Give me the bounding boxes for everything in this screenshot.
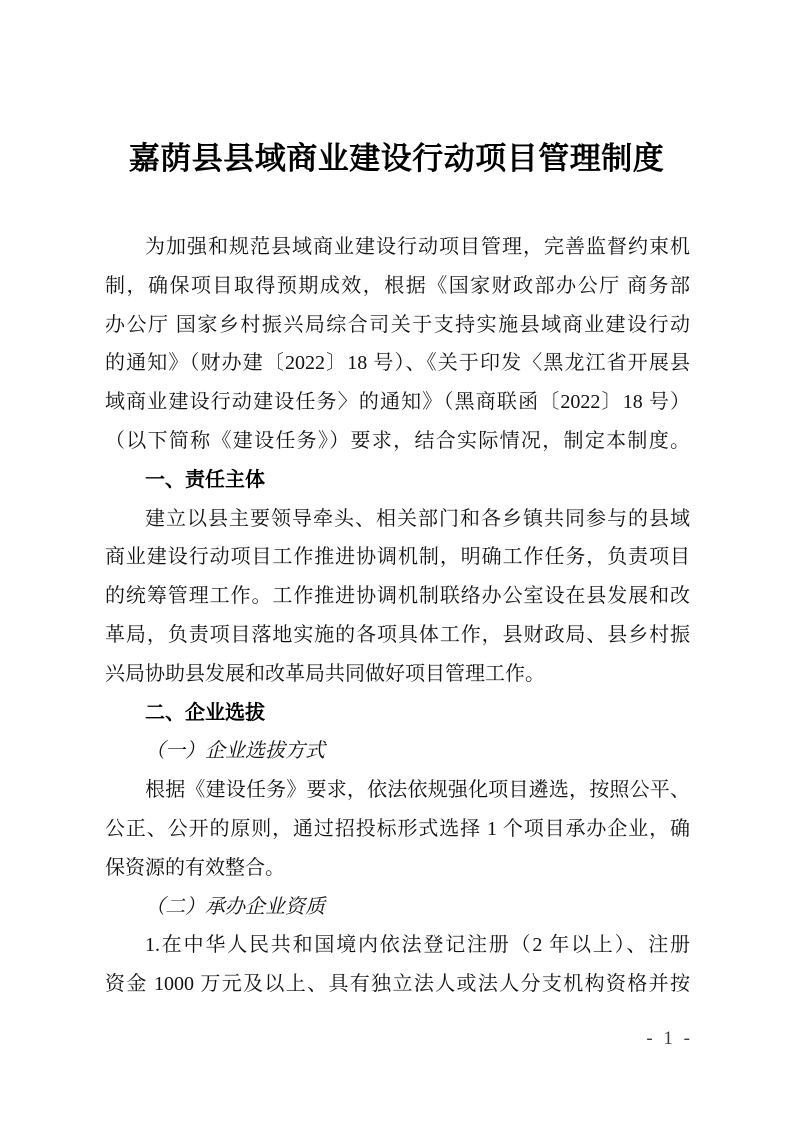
paragraph-line: 公正、公开的原则，通过招投标形式选择 1 个项目承办企业，确 [105, 817, 690, 840]
paragraph-line: 兴局协助县发展和改革局共同做好项目管理工作。 [105, 662, 545, 685]
paragraph-line: 根据《建设任务》要求，依法依规强化项目遴选，按照公平、 [145, 779, 690, 802]
page-number: - 1 - [646, 1028, 693, 1049]
paragraph-line: 资金 1000 万元及以上、具有独立法人或法人分支机构资格并按 [105, 973, 690, 996]
paragraph-line: 保资源的有效整合。 [105, 856, 285, 879]
paragraph-line: 办公厅 国家乡村振兴局综合司关于支持实施县域商业建设行动 [105, 313, 690, 336]
paragraph-line: 商业建设行动项目工作推进协调机制，明确工作任务，负责项目 [105, 546, 690, 569]
document-body [105, 228, 690, 1004]
paragraph-line: 革局，负责项目落地实施的各项具体工作，县财政局、县乡村振 [105, 623, 690, 646]
paragraph-line: 1.在中华人民共和国境内依法登记注册（2 年以上）、注册 [145, 934, 690, 957]
paragraph-line: 建立以县主要领导牵头、相关部门和各乡镇共同参与的县域 [145, 507, 690, 530]
subsection-heading-selection-method: （一）企业选拔方式 [145, 740, 325, 763]
paragraph-line: 域商业建设行动建设任务〉的通知》（黑商联函〔2022〕18 号） [105, 391, 690, 414]
document-title: 嘉荫县县域商业建设行动项目管理制度 [128, 141, 665, 176]
paragraph-line: 制，确保项目取得预期成效，根据《国家财政部办公厅 商务部 [105, 274, 690, 297]
paragraph-line: 的统筹管理工作。工作推进协调机制联络办公室设在县发展和改 [105, 585, 690, 608]
paragraph-line: 的通知》（财办建〔2022〕18 号）、《关于印发〈黑龙江省开展县 [105, 352, 690, 375]
section-heading-enterprise-selection: 二、企业选拔 [145, 701, 265, 724]
section-heading-responsibility: 一、责任主体 [145, 468, 265, 491]
subsection-heading-enterprise-qualification: （二）承办企业资质 [145, 895, 325, 918]
paragraph-line: （以下简称《建设任务》）要求，结合实际情况，制定本制度。 [105, 429, 690, 452]
paragraph-line: 为加强和规范县域商业建设行动项目管理，完善监督约束机 [145, 236, 690, 258]
